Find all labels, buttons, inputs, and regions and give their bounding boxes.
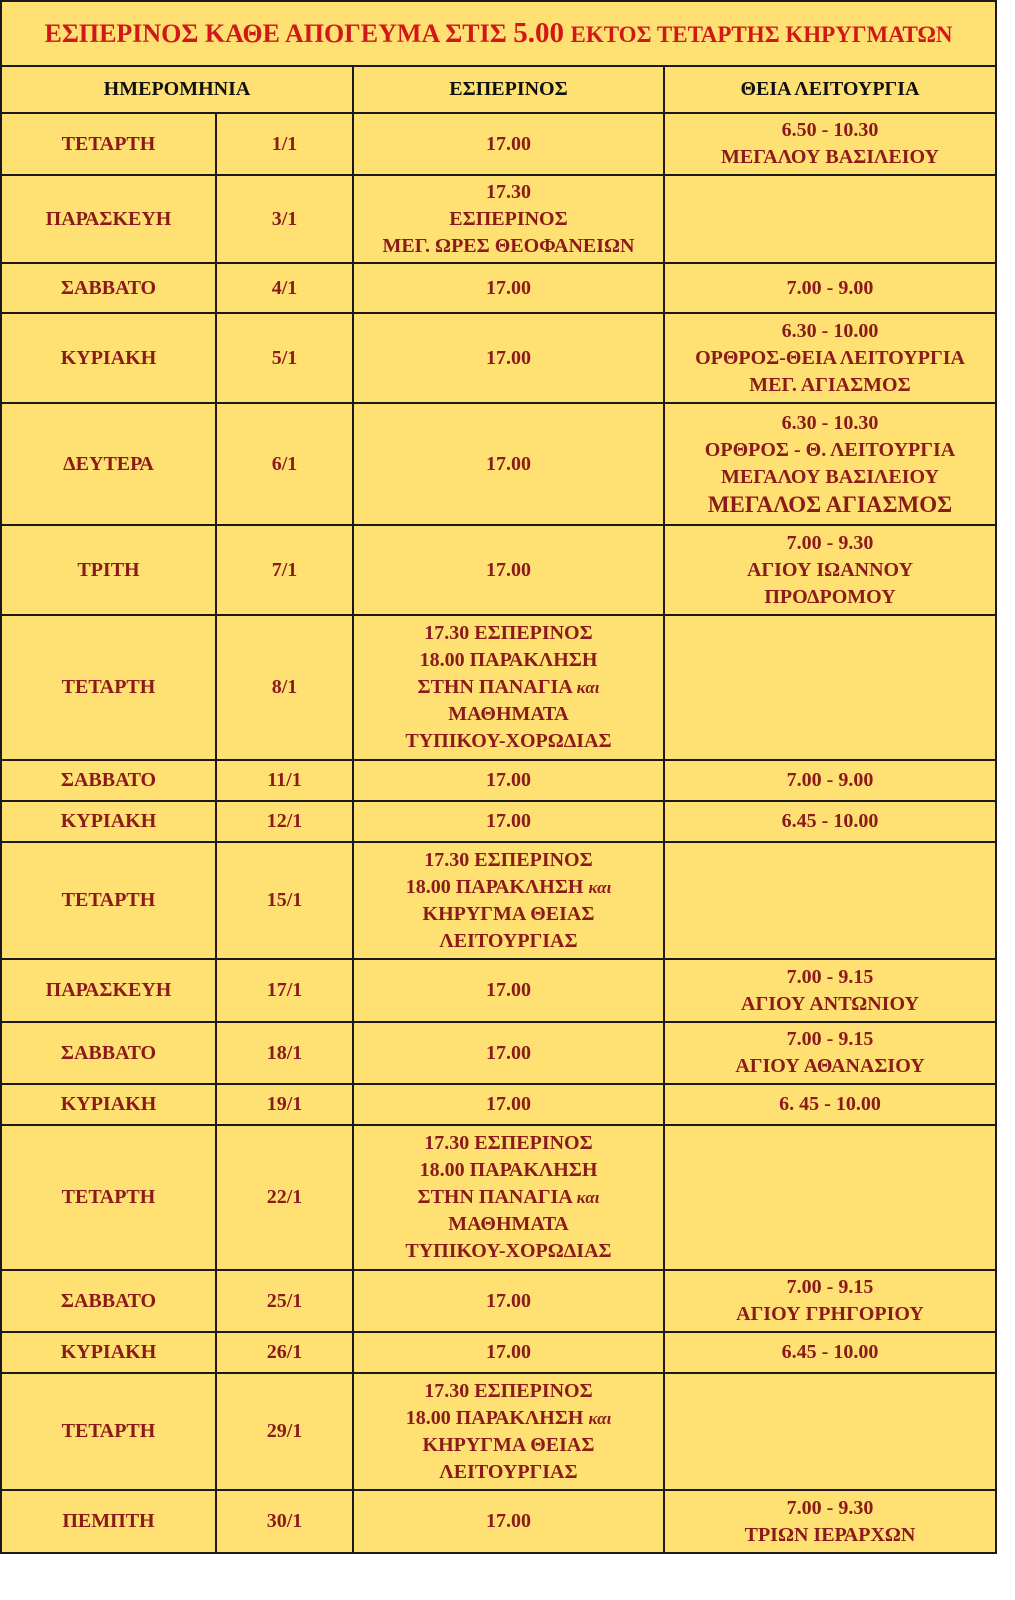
vespers-text: 17.30 ΕΣΠΕΡΙΝΟΣ 18.00 ΠΑΡΑΚΛΗΣΗ ΣΤΗΝ ΠΑΝΑΓΙΑ [417, 1132, 598, 1208]
vespers-text-cont: ΜΑΘΗΜΑΤΑ ΤΥΠΙΚΟΥ-ΧΟΡΩΔΙΑΣ [405, 703, 612, 752]
date-cell: 5/1 [216, 313, 353, 403]
vespers-kai: και [588, 877, 612, 897]
table-row [1, 1022, 996, 1084]
liturgy-cell [664, 403, 996, 525]
table-row [1, 313, 996, 403]
vespers-cell: 17.00 [353, 1490, 664, 1553]
date-cell: 26/1 [216, 1332, 353, 1373]
vespers-cell: 17.00 [353, 959, 664, 1022]
vespers-cell: 17.00 [353, 1270, 664, 1332]
date-cell: 22/1 [216, 1125, 353, 1270]
table-row [1, 525, 996, 615]
date-cell: 6/1 [216, 403, 353, 525]
vespers-text: 17.30 ΕΣΠΕΡΙΝΟΣ 18.00 ΠΑΡΑΚΛΗΣΗ [405, 1379, 593, 1429]
liturgy-text: 7.00 - 9.00 [786, 769, 874, 791]
liturgy-text: 7.00 - 9.15 ΑΓΙΟΥ ΑΘΑΝΑΣΙΟΥ [735, 1028, 925, 1077]
schedule-title [1, 1, 996, 66]
table-row [1, 760, 996, 801]
vespers-cell [353, 1125, 664, 1270]
table-row [1, 113, 996, 175]
date-cell: 8/1 [216, 615, 353, 760]
day-cell: ΚΥΡΙΑΚΗ [1, 1332, 216, 1373]
title-part1: ΕΣΠΕΡΙΝΟΣ ΚΑΘΕ ΑΠΟΓΕΥΜΑ ΣΤΙΣ [44, 18, 507, 48]
liturgy-cell [664, 1373, 996, 1490]
day-cell: ΤΕΤΑΡΤΗ [1, 842, 216, 959]
liturgy-cell [664, 615, 996, 760]
liturgy-cell [664, 263, 996, 313]
day-cell: ΣΑΒΒΑΤΟ [1, 760, 216, 801]
date-cell: 12/1 [216, 801, 353, 842]
day-cell: ΚΥΡΙΑΚΗ [1, 1084, 216, 1125]
vespers-kai: και [576, 678, 600, 697]
vespers-text-cont: ΜΑΘΗΜΑΤΑ ΤΥΠΙΚΟΥ-ΧΟΡΩΔΙΑΣ [405, 1213, 612, 1262]
liturgy-cell [664, 113, 996, 175]
liturgy-cell [664, 1270, 996, 1332]
liturgy-text: 6.45 - 10.00 [781, 810, 879, 832]
vespers-cell: 17.00 [353, 760, 664, 801]
liturgy-cell [664, 525, 996, 615]
date-cell: 7/1 [216, 525, 353, 615]
date-cell: 30/1 [216, 1490, 353, 1553]
table-row [1, 615, 996, 760]
liturgy-text: 6. 45 - 10.00 [779, 1093, 881, 1115]
table-row [1, 1125, 996, 1270]
title-time: 5.00 [513, 16, 564, 49]
day-cell: ΠΕΜΠΤΗ [1, 1490, 216, 1553]
date-cell: 29/1 [216, 1373, 353, 1490]
day-cell: ΤΕΤΑΡΤΗ [1, 113, 216, 175]
vespers-cell: 17.00 [353, 525, 664, 615]
vespers-cell: 17.00 [353, 1332, 664, 1373]
vespers-cell [353, 1373, 664, 1490]
header-row [1, 66, 996, 113]
liturgy-cell [664, 760, 996, 801]
liturgy-cell [664, 313, 996, 403]
table-row [1, 263, 996, 313]
vespers-cell [353, 615, 664, 760]
liturgy-cell [664, 1125, 996, 1270]
title-part2: ΕΚΤΟΣ ΤΕΤΑΡΤΗΣ ΚΗΡΥΓΜΑΤΩΝ [570, 21, 953, 47]
day-cell: ΔΕΥΤΕΡΑ [1, 403, 216, 525]
date-cell: 15/1 [216, 842, 353, 959]
liturgy-text: 6.30 - 10.00 ΟΡΘΡΟΣ-ΘΕΙΑ ΛΕΙΤΟΥΡΓΙΑ ΜΕΓ. ΑΓΙΑΣΜΟΣ [695, 319, 965, 396]
liturgy-cell [664, 842, 996, 959]
vespers-text-cont: ΚΗΡΥΓΜΑ ΘΕΙΑΣ ΛΕΙΤΟΥΡΓΙΑΣ [422, 1433, 595, 1483]
liturgy-cell [664, 1490, 996, 1553]
table-row [1, 1490, 996, 1553]
vespers-kai: και [588, 1408, 612, 1428]
table-row [1, 801, 996, 842]
liturgy-extra: ΜΕΓΑΛΟΣ ΑΓΙΑΣΜΟΣ [707, 492, 953, 517]
vespers-cell: 17.00 [353, 263, 664, 313]
table-row [1, 1373, 996, 1490]
day-cell: ΠΑΡΑΣΚΕΥΗ [1, 959, 216, 1022]
liturgy-text: 7.00 - 9.30 ΤΡΙΩΝ ΙΕΡΑΡΧΩΝ [744, 1496, 916, 1546]
title-row [1, 1, 996, 66]
header-date: ΗΜΕΡΟΜΗΝΙΑ [1, 66, 353, 113]
day-cell: ΣΑΒΒΑΤΟ [1, 1022, 216, 1084]
date-cell: 11/1 [216, 760, 353, 801]
day-cell: ΤΡΙΤΗ [1, 525, 216, 615]
date-cell: 19/1 [216, 1084, 353, 1125]
date-cell: 18/1 [216, 1022, 353, 1084]
day-cell: ΣΑΒΒΑΤΟ [1, 1270, 216, 1332]
liturgy-cell [664, 1084, 996, 1125]
liturgy-text: 6.50 - 10.30 ΜΕΓΑΛΟΥ ΒΑΣΙΛΕΙΟΥ [721, 119, 939, 168]
liturgy-text: 6.45 - 10.00 [781, 1341, 879, 1363]
vespers-cell: 17.00 [353, 403, 664, 525]
table-row [1, 1084, 996, 1125]
date-cell: 25/1 [216, 1270, 353, 1332]
liturgy-text: 7.00 - 9.00 [786, 276, 874, 299]
date-cell: 3/1 [216, 175, 353, 263]
table-row [1, 959, 996, 1022]
vespers-cell [353, 842, 664, 959]
liturgy-cell [664, 1022, 996, 1084]
table-row [1, 1332, 996, 1373]
header-vespers: ΕΣΠΕΡΙΝΟΣ [353, 66, 664, 113]
vespers-text-cont: ΚΗΡΥΓΜΑ ΘΕΙΑΣ ΛΕΙΤΟΥΡΓΙΑΣ [422, 902, 595, 952]
table-row [1, 1270, 996, 1332]
day-cell: ΚΥΡΙΑΚΗ [1, 801, 216, 842]
vespers-cell: 17.30 ΕΣΠΕΡΙΝΟΣ ΜΕΓ. ΩΡΕΣ ΘΕΟΦΑΝΕΙΩΝ [353, 175, 664, 263]
table-row [1, 842, 996, 959]
day-cell: ΣΑΒΒΑΤΟ [1, 263, 216, 313]
table-row [1, 403, 996, 525]
vespers-text: 17.30 ΕΣΠΕΡΙΝΟΣ 18.00 ΠΑΡΑΚΛΗΣΗ ΣΤΗΝ ΠΑΝΑΓΙΑ [417, 622, 598, 698]
vespers-text: 17.30 ΕΣΠΕΡΙΝΟΣ 18.00 ΠΑΡΑΚΛΗΣΗ [405, 848, 593, 898]
vespers-cell: 17.00 [353, 113, 664, 175]
vespers-kai: και [576, 1188, 600, 1207]
liturgy-cell [664, 1332, 996, 1373]
liturgy-text: 7.00 - 9.15 ΑΓΙΟΥ ΑΝΤΩΝΙΟΥ [741, 965, 919, 1015]
date-cell: 17/1 [216, 959, 353, 1022]
header-liturgy: ΘΕΙΑ ΛΕΙΤΟΥΡΓΙΑ [664, 66, 996, 113]
liturgy-cell [664, 175, 996, 263]
date-cell: 4/1 [216, 263, 353, 313]
day-cell: ΚΥΡΙΑΚΗ [1, 313, 216, 403]
day-cell: ΤΕΤΑΡΤΗ [1, 1373, 216, 1490]
vespers-cell: 17.00 [353, 801, 664, 842]
table-row [1, 175, 996, 263]
liturgy-text: 7.00 - 9.30 ΑΓΙΟΥ ΙΩΑΝΝΟΥ ΠΡΟΔΡΟΜΟΥ [746, 531, 914, 608]
liturgy-cell [664, 801, 996, 842]
day-cell: ΤΕΤΑΡΤΗ [1, 1125, 216, 1270]
vespers-cell: 17.00 [353, 1022, 664, 1084]
vespers-cell: 17.00 [353, 313, 664, 403]
liturgy-text: 6.30 - 10.30 ΟΡΘΡΟΣ - Θ. ΛΕΙΤΟΥΡΓΙΑ ΜΕΓΑΛΟΥ ΒΑΣΙΛΕΙΟΥ [704, 412, 956, 488]
liturgy-cell [664, 959, 996, 1022]
liturgy-text: 7.00 - 9.15 ΑΓΙΟΥ ΓΡΗΓΟΡΙΟΥ [736, 1276, 924, 1325]
date-cell: 1/1 [216, 113, 353, 175]
day-cell: ΤΕΤΑΡΤΗ [1, 615, 216, 760]
day-cell: ΠΑΡΑΣΚΕΥΗ [1, 175, 216, 263]
vespers-cell: 17.00 [353, 1084, 664, 1125]
